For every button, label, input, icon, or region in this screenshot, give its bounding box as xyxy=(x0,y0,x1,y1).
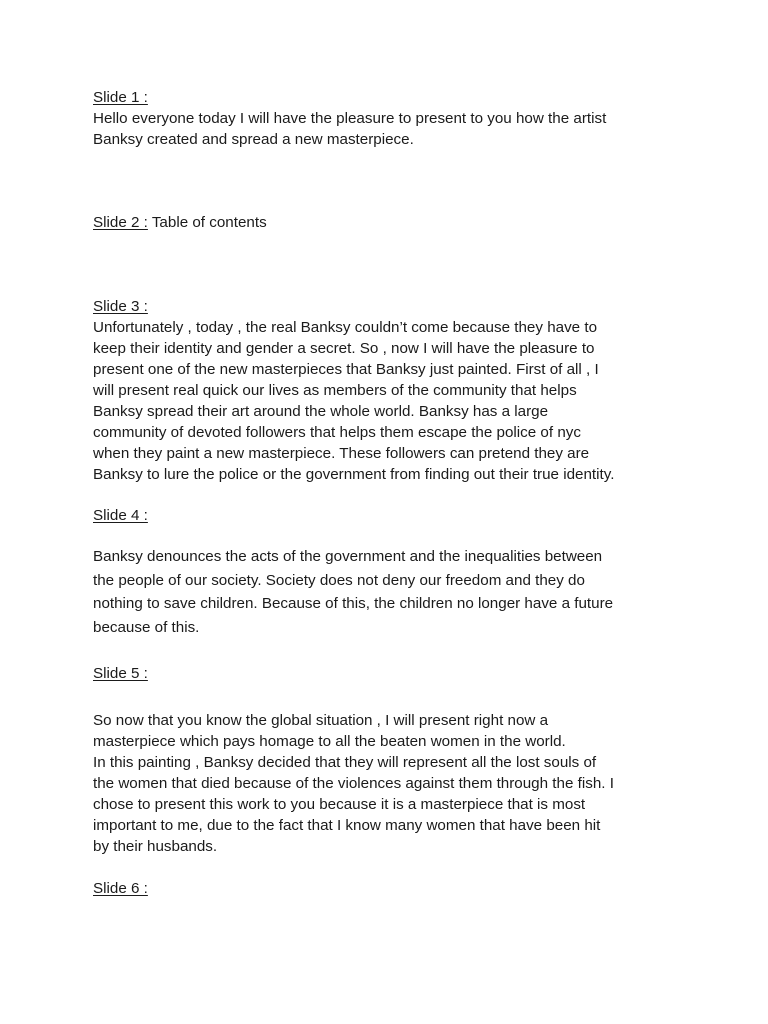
paragraph-line: keep their identity and gender a secret. So , now I will have the pleasure to xyxy=(93,340,595,357)
paragraph-line: chose to present this work to you because it is a masterpiece that is most xyxy=(93,796,586,813)
paragraph-line: So now that you know the global situation , I will present right now a xyxy=(93,712,549,729)
paragraph-line: when they paint a new masterpiece. These followers can pretend they are xyxy=(93,445,590,462)
slide-1-body xyxy=(93,108,606,150)
paragraph-line: Banksy denounces the acts of the government and the inequalities between xyxy=(93,548,603,565)
slide-5-body xyxy=(93,710,614,857)
slide-title: Table of contents xyxy=(147,214,267,231)
slide-4-heading xyxy=(93,505,148,526)
paragraph-line: In this painting , Banksy decided that they will represent all the lost souls of xyxy=(93,754,597,771)
paragraph-line: Banksy spread their art around the whole world. Banksy has a large xyxy=(93,403,549,420)
paragraph-line: important to me, due to the fact that I know many women that have been hit xyxy=(93,817,601,834)
paragraph-line: Hello everyone today I will have the pleasure to present to you how the artist xyxy=(93,110,607,127)
paragraph-line: the people of our society. Society does not deny our freedom and they do xyxy=(93,571,585,589)
paragraph-line: because of this. xyxy=(93,618,200,636)
paragraph-line: Unfortunately , today , the real Banksy couldn’t come because they have to xyxy=(93,319,598,336)
slide-label: Slide 2 : xyxy=(93,214,148,231)
paragraph-line: the women that died because of the violences against them through the fish. I xyxy=(93,775,614,792)
paragraph-line: community of devoted followers that helps them escape the police of nyc xyxy=(93,424,581,441)
slide-3-heading xyxy=(93,296,148,317)
paragraph-line: masterpiece which pays homage to all the beaten women in the world. xyxy=(93,733,566,750)
slide-6-heading xyxy=(93,878,148,899)
slide-label: Slide 1 : xyxy=(93,89,148,106)
slide-4-body xyxy=(93,545,613,639)
slide-label: Slide 4 : xyxy=(93,507,148,524)
slide-2-heading xyxy=(93,212,267,233)
slide-3-body xyxy=(93,317,614,485)
paragraph-line: nothing to save children. Because of this, the children no longer have a future xyxy=(93,595,614,613)
paragraph-line: present one of the new masterpieces that Banksy just painted. First of all , I xyxy=(93,361,599,378)
paragraph-line: Banksy created and spread a new masterpiece. xyxy=(93,131,414,148)
paragraph-line: Banksy to lure the police or the government from finding out their true identity. xyxy=(93,466,615,483)
slide-5-heading xyxy=(93,663,148,684)
paragraph-line: by their husbands. xyxy=(93,838,218,855)
slide-1-heading xyxy=(93,87,148,108)
slide-label: Slide 6 : xyxy=(93,880,148,897)
slide-label: Slide 5 : xyxy=(93,665,148,682)
slide-label: Slide 3 : xyxy=(93,298,148,315)
paragraph-line: will present real quick our lives as members of the community that helps xyxy=(93,382,577,399)
